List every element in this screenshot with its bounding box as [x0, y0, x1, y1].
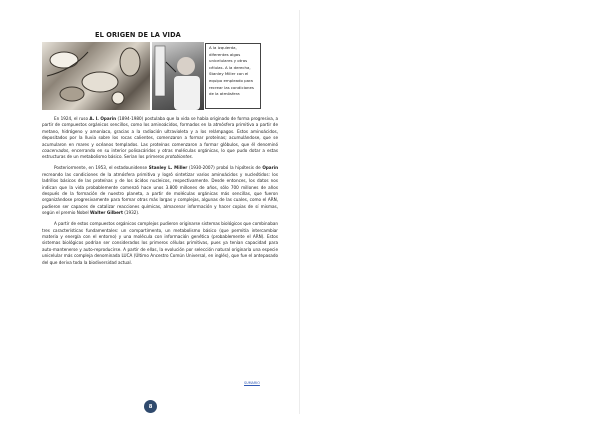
algae-cells-image — [42, 42, 150, 110]
stanley-miller-photo — [152, 42, 204, 110]
bold-text: Stanley L. Miller — [148, 165, 188, 171]
sumario-link[interactable]: SUMARIO — [244, 381, 260, 385]
bold-text: A. I. Oparin — [89, 116, 117, 121]
text-run: . — [191, 154, 194, 160]
left-page-title: EL ORIGEN DE LA VIDA — [95, 31, 181, 39]
italic-text: protobiontes — [165, 154, 192, 160]
left-page-body — [42, 116, 278, 270]
text-run: recreando las condiciones de la atmósfera primitiva y logró sintetizar varios aminoácidos y nucleótidos: los ladrillos básicos de las proteínas y de los ácidos nucleicos, respectivamente. Desde entonces, los datos nos indican que la vida probablemente comenzó hace unos 3.800 millones de años, sólo 700 millones de años después de la formación de nuestro planeta, a partir de moléculas orgánicas más sencillas, que fueron organizándose progresivamente para formar otras más largas y complejas, algunas de las cuales, como el ARN, pudieron ser capaces de catalizar reacciones químicas, almacenar información y hacer copias de sí mismas, según el premio Nobel — [42, 171, 278, 216]
bold-text: Oparin — [262, 165, 279, 171]
text-run: (1894-1980) postulaba que la vida se había originado de forma progresiva, a partir de compuestos orgánicos sencillos, como los aminoácidos, formados en la atmósfera primitiva a partir de metano, hidrógeno y amoníaco, gracias a la radiación ultravioleta y a los relámpagos. Estos aminoácidos, depositados por la lluvia sobre los rocas calientes, comenzaron a formar proteínas; acumulándose, que se acumularon en mares y océanos templados. Las proteínas comenzaron a formar glóbulos, que él denominó — [42, 116, 279, 147]
left-paragraph — [42, 165, 278, 216]
bold-text: Walter Gilbert — [90, 210, 123, 216]
right-page — [300, 0, 600, 424]
text-run: (1932). — [122, 210, 140, 216]
text-run: A partir de estos compuestos orgánicos complejos pudieron originarse sistemas biológicos que combinaban tres características fundamentales: un compartimento, un metabolismo básico (que permitía intercambiar materia y energía con el entorno) y una molécula con información genética (probablemente el ARN). Estos sistemas biológicos podrían ser considerados los primeros células primitivas, pues ya tenían capacidad para auto-mantenerse y auto-reproducirse. A partir de ellas, la evolución por selección natural originaría una especie unicelular más compleja denominada LUCA (Último Ancestro Común Universal, en inglés), que fue el antepasado del que deriva toda la biodiversidad actual. — [42, 221, 278, 265]
left-paragraph — [42, 221, 278, 266]
text-run: , encerrando en su interior polisacáridos y otras moléculas orgánicas, lo que pudo dotar a estas estructuras de un metabolismo básico. Serían los primeros — [42, 148, 278, 160]
left-paragraph — [42, 116, 278, 161]
image-caption: A la izquierda, diferentes algas unicelulares y otras células. A la derecha, Stanley Miller con el equipo empleado para recrear las condiciones de la atmósfera — [205, 43, 261, 109]
text-run: Posteriormente, en 1953, el estadounidense — [54, 165, 149, 171]
italic-text: coacervados — [42, 148, 69, 154]
text-run: En 1924, el ruso — [54, 116, 90, 121]
page-number-badge: 8 — [144, 400, 157, 413]
text-run: (1930-2007) probó la hipótesis de — [187, 165, 263, 171]
